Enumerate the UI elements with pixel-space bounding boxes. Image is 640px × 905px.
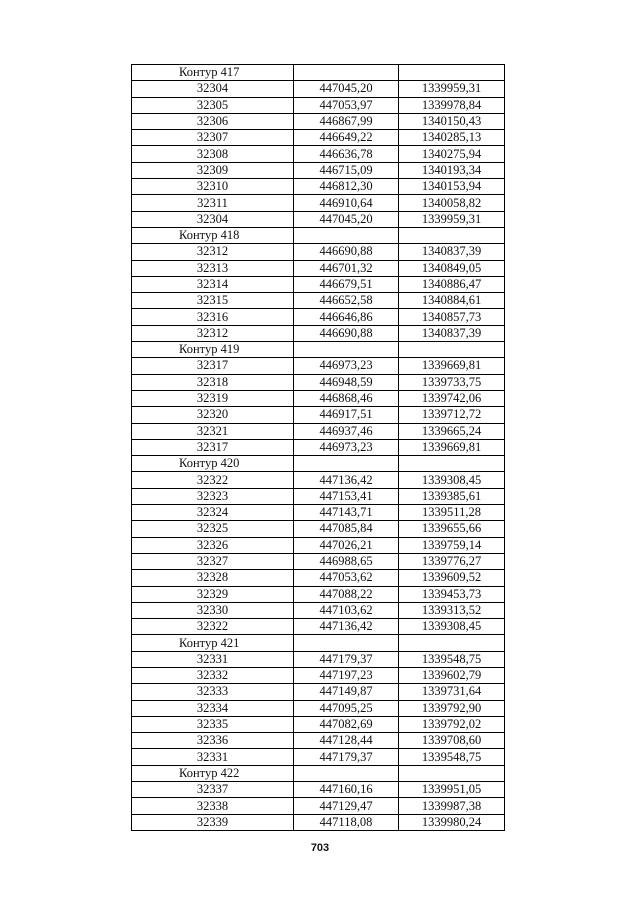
table-row xyxy=(132,195,505,211)
y-coordinate-cell: 1339511,28 xyxy=(399,505,505,521)
contour-label: Контур 420 xyxy=(132,456,294,472)
table-row xyxy=(132,684,505,700)
table-row xyxy=(132,162,505,178)
point-number-cell: 32304 xyxy=(132,211,294,227)
table-row xyxy=(132,309,505,325)
x-coordinate-cell: 447179,37 xyxy=(294,749,399,765)
x-coordinate-cell: 446973,23 xyxy=(294,439,399,455)
x-coordinate-cell: 447179,37 xyxy=(294,651,399,667)
table-row xyxy=(132,798,505,814)
y-coordinate-cell: 1339708,60 xyxy=(399,733,505,749)
x-coordinate-cell: 447149,87 xyxy=(294,684,399,700)
point-number-cell: 32319 xyxy=(132,390,294,406)
contour-header-row xyxy=(132,342,505,358)
table-row xyxy=(132,716,505,732)
empty-cell xyxy=(399,456,505,472)
table-row xyxy=(132,619,505,635)
table-row xyxy=(132,81,505,97)
y-coordinate-cell: 1339385,61 xyxy=(399,488,505,504)
table-row xyxy=(132,407,505,423)
table-row xyxy=(132,374,505,390)
y-coordinate-cell: 1339742,06 xyxy=(399,390,505,406)
empty-cell xyxy=(399,635,505,651)
point-number-cell: 32332 xyxy=(132,667,294,683)
x-coordinate-cell: 446636,78 xyxy=(294,146,399,162)
x-coordinate-cell: 447103,62 xyxy=(294,602,399,618)
point-number-cell: 32321 xyxy=(132,423,294,439)
table-row xyxy=(132,602,505,618)
empty-cell xyxy=(294,342,399,358)
point-number-cell: 32338 xyxy=(132,798,294,814)
point-number-cell: 32308 xyxy=(132,146,294,162)
x-coordinate-cell: 446973,23 xyxy=(294,358,399,374)
point-number-cell: 32316 xyxy=(132,309,294,325)
point-number-cell: 32315 xyxy=(132,293,294,309)
contour-label: Контур 418 xyxy=(132,227,294,243)
x-coordinate-cell: 447118,08 xyxy=(294,814,399,830)
point-number-cell: 32333 xyxy=(132,684,294,700)
point-number-cell: 32334 xyxy=(132,700,294,716)
contour-label: Контур 417 xyxy=(132,65,294,81)
empty-cell xyxy=(399,65,505,81)
x-coordinate-cell: 446690,88 xyxy=(294,244,399,260)
contour-label: Контур 421 xyxy=(132,635,294,651)
table-row xyxy=(132,113,505,129)
x-coordinate-cell: 447053,97 xyxy=(294,97,399,113)
y-coordinate-cell: 1339665,24 xyxy=(399,423,505,439)
contour-header-row xyxy=(132,227,505,243)
y-coordinate-cell: 1339313,52 xyxy=(399,602,505,618)
y-coordinate-cell: 1340058,82 xyxy=(399,195,505,211)
x-coordinate-cell: 447026,21 xyxy=(294,537,399,553)
table-row xyxy=(132,570,505,586)
table-row xyxy=(132,293,505,309)
point-number-cell: 32327 xyxy=(132,553,294,569)
y-coordinate-cell: 1340857,73 xyxy=(399,309,505,325)
y-coordinate-cell: 1339980,24 xyxy=(399,814,505,830)
page-number: 703 xyxy=(310,842,330,854)
y-coordinate-cell: 1339731,64 xyxy=(399,684,505,700)
y-coordinate-cell: 1340193,34 xyxy=(399,162,505,178)
point-number-cell: 32320 xyxy=(132,407,294,423)
table-row xyxy=(132,179,505,195)
x-coordinate-cell: 447143,71 xyxy=(294,505,399,521)
x-coordinate-cell: 446917,51 xyxy=(294,407,399,423)
y-coordinate-cell: 1339669,81 xyxy=(399,358,505,374)
x-coordinate-cell: 446988,65 xyxy=(294,553,399,569)
y-coordinate-cell: 1340837,39 xyxy=(399,325,505,341)
table-row xyxy=(132,521,505,537)
x-coordinate-cell: 446868,46 xyxy=(294,390,399,406)
x-coordinate-cell: 446937,46 xyxy=(294,423,399,439)
point-number-cell: 32329 xyxy=(132,586,294,602)
x-coordinate-cell: 447129,47 xyxy=(294,798,399,814)
point-number-cell: 32317 xyxy=(132,439,294,455)
x-coordinate-cell: 446812,30 xyxy=(294,179,399,195)
x-coordinate-cell: 447153,41 xyxy=(294,488,399,504)
table-row xyxy=(132,472,505,488)
point-number-cell: 32322 xyxy=(132,619,294,635)
y-coordinate-cell: 1340849,05 xyxy=(399,260,505,276)
y-coordinate-cell: 1339602,79 xyxy=(399,667,505,683)
table-row xyxy=(132,325,505,341)
x-coordinate-cell: 447045,20 xyxy=(294,211,399,227)
point-number-cell: 32314 xyxy=(132,276,294,292)
empty-cell xyxy=(294,765,399,781)
table-row xyxy=(132,651,505,667)
coordinates-table-body xyxy=(132,65,505,831)
table-row xyxy=(132,505,505,521)
y-coordinate-cell: 1339712,72 xyxy=(399,407,505,423)
point-number-cell: 32335 xyxy=(132,716,294,732)
table-row xyxy=(132,439,505,455)
x-coordinate-cell: 446948,59 xyxy=(294,374,399,390)
point-number-cell: 32310 xyxy=(132,179,294,195)
x-coordinate-cell: 446867,99 xyxy=(294,113,399,129)
y-coordinate-cell: 1339792,02 xyxy=(399,716,505,732)
table-row xyxy=(132,146,505,162)
point-number-cell: 32323 xyxy=(132,488,294,504)
table-row xyxy=(132,488,505,504)
point-number-cell: 32326 xyxy=(132,537,294,553)
contour-label: Контур 419 xyxy=(132,342,294,358)
y-coordinate-cell: 1339776,27 xyxy=(399,553,505,569)
point-number-cell: 32331 xyxy=(132,749,294,765)
point-number-cell: 32336 xyxy=(132,733,294,749)
point-number-cell: 32304 xyxy=(132,81,294,97)
y-coordinate-cell: 1339978,84 xyxy=(399,97,505,113)
x-coordinate-cell: 446646,86 xyxy=(294,309,399,325)
point-number-cell: 32318 xyxy=(132,374,294,390)
y-coordinate-cell: 1339453,73 xyxy=(399,586,505,602)
point-number-cell: 32309 xyxy=(132,162,294,178)
point-number-cell: 32311 xyxy=(132,195,294,211)
y-coordinate-cell: 1339669,81 xyxy=(399,439,505,455)
y-coordinate-cell: 1339733,75 xyxy=(399,374,505,390)
contour-header-row xyxy=(132,765,505,781)
table-row xyxy=(132,667,505,683)
table-row xyxy=(132,733,505,749)
point-number-cell: 32312 xyxy=(132,325,294,341)
table-row xyxy=(132,814,505,830)
point-number-cell: 32322 xyxy=(132,472,294,488)
y-coordinate-cell: 1339759,14 xyxy=(399,537,505,553)
x-coordinate-cell: 446649,22 xyxy=(294,130,399,146)
y-coordinate-cell: 1339308,45 xyxy=(399,619,505,635)
table-row xyxy=(132,537,505,553)
x-coordinate-cell: 447128,44 xyxy=(294,733,399,749)
y-coordinate-cell: 1340275,94 xyxy=(399,146,505,162)
table-row xyxy=(132,260,505,276)
table-row xyxy=(132,586,505,602)
y-coordinate-cell: 1339987,38 xyxy=(399,798,505,814)
table-row xyxy=(132,782,505,798)
x-coordinate-cell: 447095,25 xyxy=(294,700,399,716)
y-coordinate-cell: 1340153,94 xyxy=(399,179,505,195)
empty-cell xyxy=(294,65,399,81)
point-number-cell: 32339 xyxy=(132,814,294,830)
table-row xyxy=(132,244,505,260)
point-number-cell: 32325 xyxy=(132,521,294,537)
table-row xyxy=(132,553,505,569)
point-number-cell: 32312 xyxy=(132,244,294,260)
empty-cell xyxy=(294,227,399,243)
table-row xyxy=(132,390,505,406)
y-coordinate-cell: 1340886,47 xyxy=(399,276,505,292)
y-coordinate-cell: 1339959,31 xyxy=(399,211,505,227)
y-coordinate-cell: 1340884,61 xyxy=(399,293,505,309)
y-coordinate-cell: 1340285,13 xyxy=(399,130,505,146)
point-number-cell: 32337 xyxy=(132,782,294,798)
x-coordinate-cell: 447136,42 xyxy=(294,472,399,488)
y-coordinate-cell: 1340837,39 xyxy=(399,244,505,260)
x-coordinate-cell: 447088,22 xyxy=(294,586,399,602)
contour-header-row xyxy=(132,65,505,81)
point-number-cell: 32330 xyxy=(132,602,294,618)
contour-header-row xyxy=(132,456,505,472)
point-number-cell: 32324 xyxy=(132,505,294,521)
table-row xyxy=(132,423,505,439)
y-coordinate-cell: 1339548,75 xyxy=(399,749,505,765)
x-coordinate-cell: 447160,16 xyxy=(294,782,399,798)
y-coordinate-cell: 1339951,05 xyxy=(399,782,505,798)
x-coordinate-cell: 447053,62 xyxy=(294,570,399,586)
x-coordinate-cell: 446679,51 xyxy=(294,276,399,292)
x-coordinate-cell: 446652,58 xyxy=(294,293,399,309)
y-coordinate-cell: 1339548,75 xyxy=(399,651,505,667)
y-coordinate-cell: 1339609,52 xyxy=(399,570,505,586)
y-coordinate-cell: 1339959,31 xyxy=(399,81,505,97)
table-row xyxy=(132,130,505,146)
x-coordinate-cell: 447197,23 xyxy=(294,667,399,683)
table-row xyxy=(132,358,505,374)
y-coordinate-cell: 1339655,66 xyxy=(399,521,505,537)
empty-cell xyxy=(399,227,505,243)
x-coordinate-cell: 446910,64 xyxy=(294,195,399,211)
table-row xyxy=(132,276,505,292)
point-number-cell: 32331 xyxy=(132,651,294,667)
x-coordinate-cell: 447136,42 xyxy=(294,619,399,635)
y-coordinate-cell: 1339308,45 xyxy=(399,472,505,488)
x-coordinate-cell: 446701,32 xyxy=(294,260,399,276)
x-coordinate-cell: 446715,09 xyxy=(294,162,399,178)
table-row xyxy=(132,97,505,113)
point-number-cell: 32328 xyxy=(132,570,294,586)
x-coordinate-cell: 447085,84 xyxy=(294,521,399,537)
empty-cell xyxy=(399,765,505,781)
x-coordinate-cell: 447045,20 xyxy=(294,81,399,97)
empty-cell xyxy=(294,456,399,472)
empty-cell xyxy=(294,635,399,651)
contour-header-row xyxy=(132,635,505,651)
empty-cell xyxy=(399,342,505,358)
point-number-cell: 32305 xyxy=(132,97,294,113)
point-number-cell: 32306 xyxy=(132,113,294,129)
x-coordinate-cell: 447082,69 xyxy=(294,716,399,732)
table-row xyxy=(132,700,505,716)
y-coordinate-cell: 1340150,43 xyxy=(399,113,505,129)
y-coordinate-cell: 1339792,90 xyxy=(399,700,505,716)
point-number-cell: 32313 xyxy=(132,260,294,276)
coordinates-table xyxy=(131,64,505,831)
x-coordinate-cell: 446690,88 xyxy=(294,325,399,341)
contour-label: Контур 422 xyxy=(132,765,294,781)
point-number-cell: 32317 xyxy=(132,358,294,374)
table-row xyxy=(132,749,505,765)
point-number-cell: 32307 xyxy=(132,130,294,146)
table-row xyxy=(132,211,505,227)
